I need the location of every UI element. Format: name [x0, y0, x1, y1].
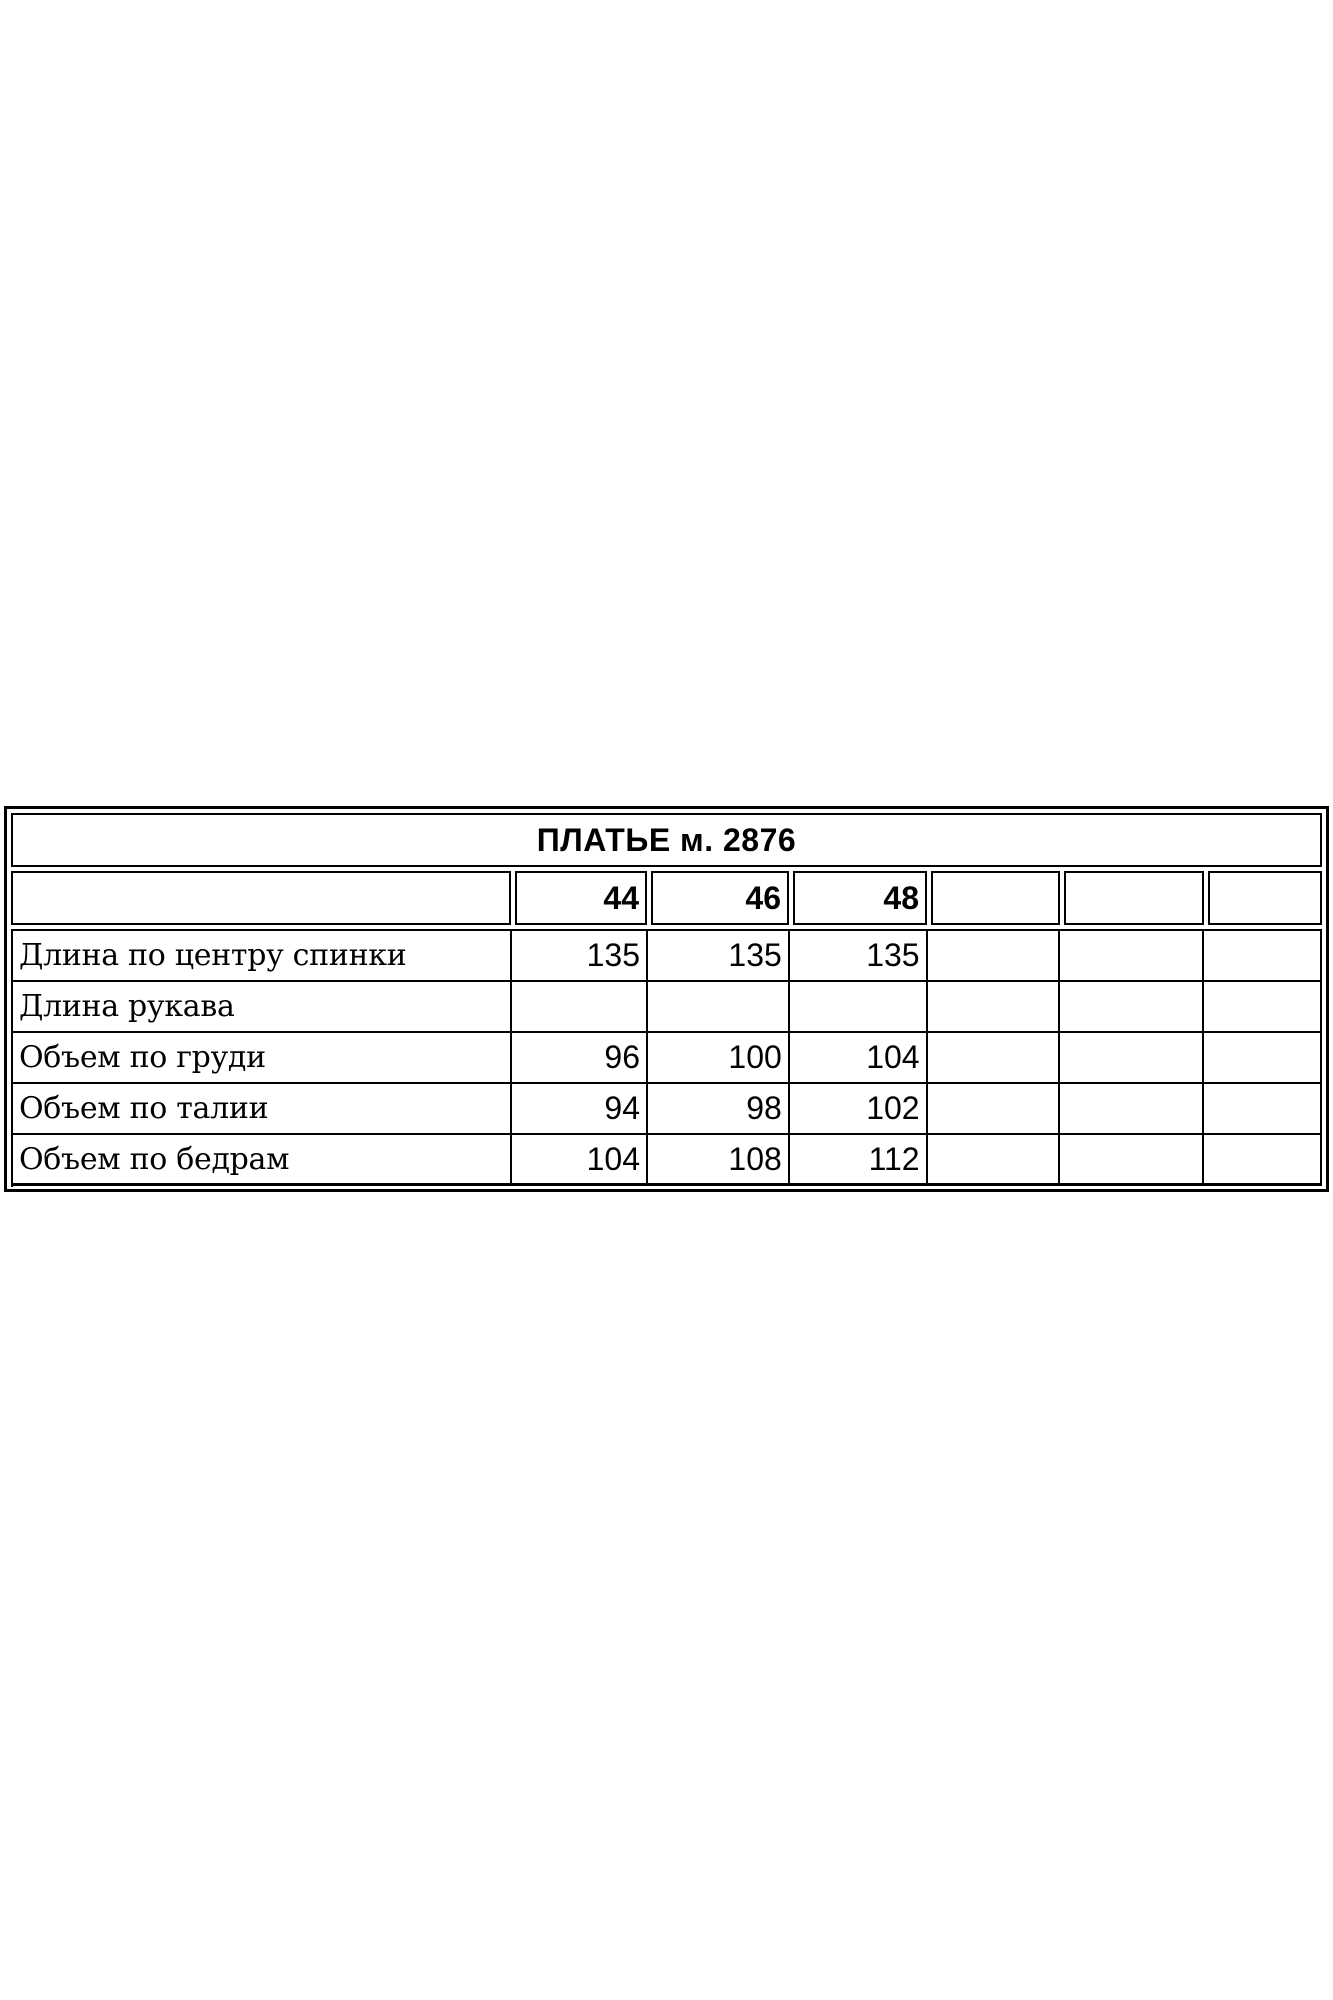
- table-cell: 100: [648, 1033, 790, 1082]
- table-cell: [1060, 1084, 1204, 1133]
- table-row: [13, 1084, 1322, 1135]
- table-cell: 108: [648, 1135, 790, 1184]
- header-label-corner: [11, 871, 511, 925]
- table-cell: 98: [648, 1084, 790, 1133]
- table-cell: [1204, 1135, 1322, 1184]
- table-cell: [928, 1135, 1061, 1184]
- table-cell: [1060, 1135, 1204, 1184]
- header-size-44: 44: [515, 871, 647, 925]
- size-chart-table: [4, 806, 1329, 1192]
- row-label: Объем по талии: [13, 1084, 512, 1133]
- table-cell: 112: [790, 1135, 928, 1184]
- table-cell: 104: [512, 1135, 648, 1184]
- header-size-46: 46: [651, 871, 789, 925]
- table-cell: [1204, 982, 1322, 1031]
- table-cell: [648, 982, 790, 1031]
- row-label: Длина по центру спинки: [13, 931, 512, 980]
- table-cell: [512, 982, 648, 1031]
- row-label: Длина рукава: [13, 982, 512, 1031]
- table-cell: [1204, 931, 1322, 980]
- row-label: Объем по бедрам: [13, 1135, 512, 1184]
- header-size-48: 48: [793, 871, 927, 925]
- table-cell: 104: [790, 1033, 928, 1082]
- table-row: [13, 1033, 1322, 1084]
- table-cell: 96: [512, 1033, 648, 1082]
- table-row: [13, 931, 1322, 982]
- table-cell: [928, 931, 1061, 980]
- table-cell: 135: [648, 931, 790, 980]
- header-size-empty-1: [931, 871, 1060, 925]
- table-cell: 102: [790, 1084, 928, 1133]
- table-cell: [1204, 1084, 1322, 1133]
- table-cell: 94: [512, 1084, 648, 1133]
- header-size-empty-2: [1064, 871, 1204, 925]
- table-row: [13, 982, 1322, 1033]
- table-row: [13, 1135, 1322, 1186]
- row-label: Объем по груди: [13, 1033, 512, 1082]
- table-title-box: [11, 813, 1322, 867]
- table-cell: [928, 982, 1061, 1031]
- header-size-empty-3: [1208, 871, 1322, 925]
- table-title: ПЛАТЬЕ м. 2876: [536, 821, 797, 858]
- table-cell: [1060, 1033, 1204, 1082]
- table-cell: [1060, 982, 1204, 1031]
- table-cell: [790, 982, 928, 1031]
- table-cell: [928, 1033, 1061, 1082]
- table-cell: [1204, 1033, 1322, 1082]
- table-cell: [1060, 931, 1204, 980]
- table-cell: 135: [512, 931, 648, 980]
- measurements-grid: [11, 929, 1322, 1187]
- table-cell: 135: [790, 931, 928, 980]
- table-cell: [928, 1084, 1061, 1133]
- table-bottom-border: [11, 1183, 1322, 1185]
